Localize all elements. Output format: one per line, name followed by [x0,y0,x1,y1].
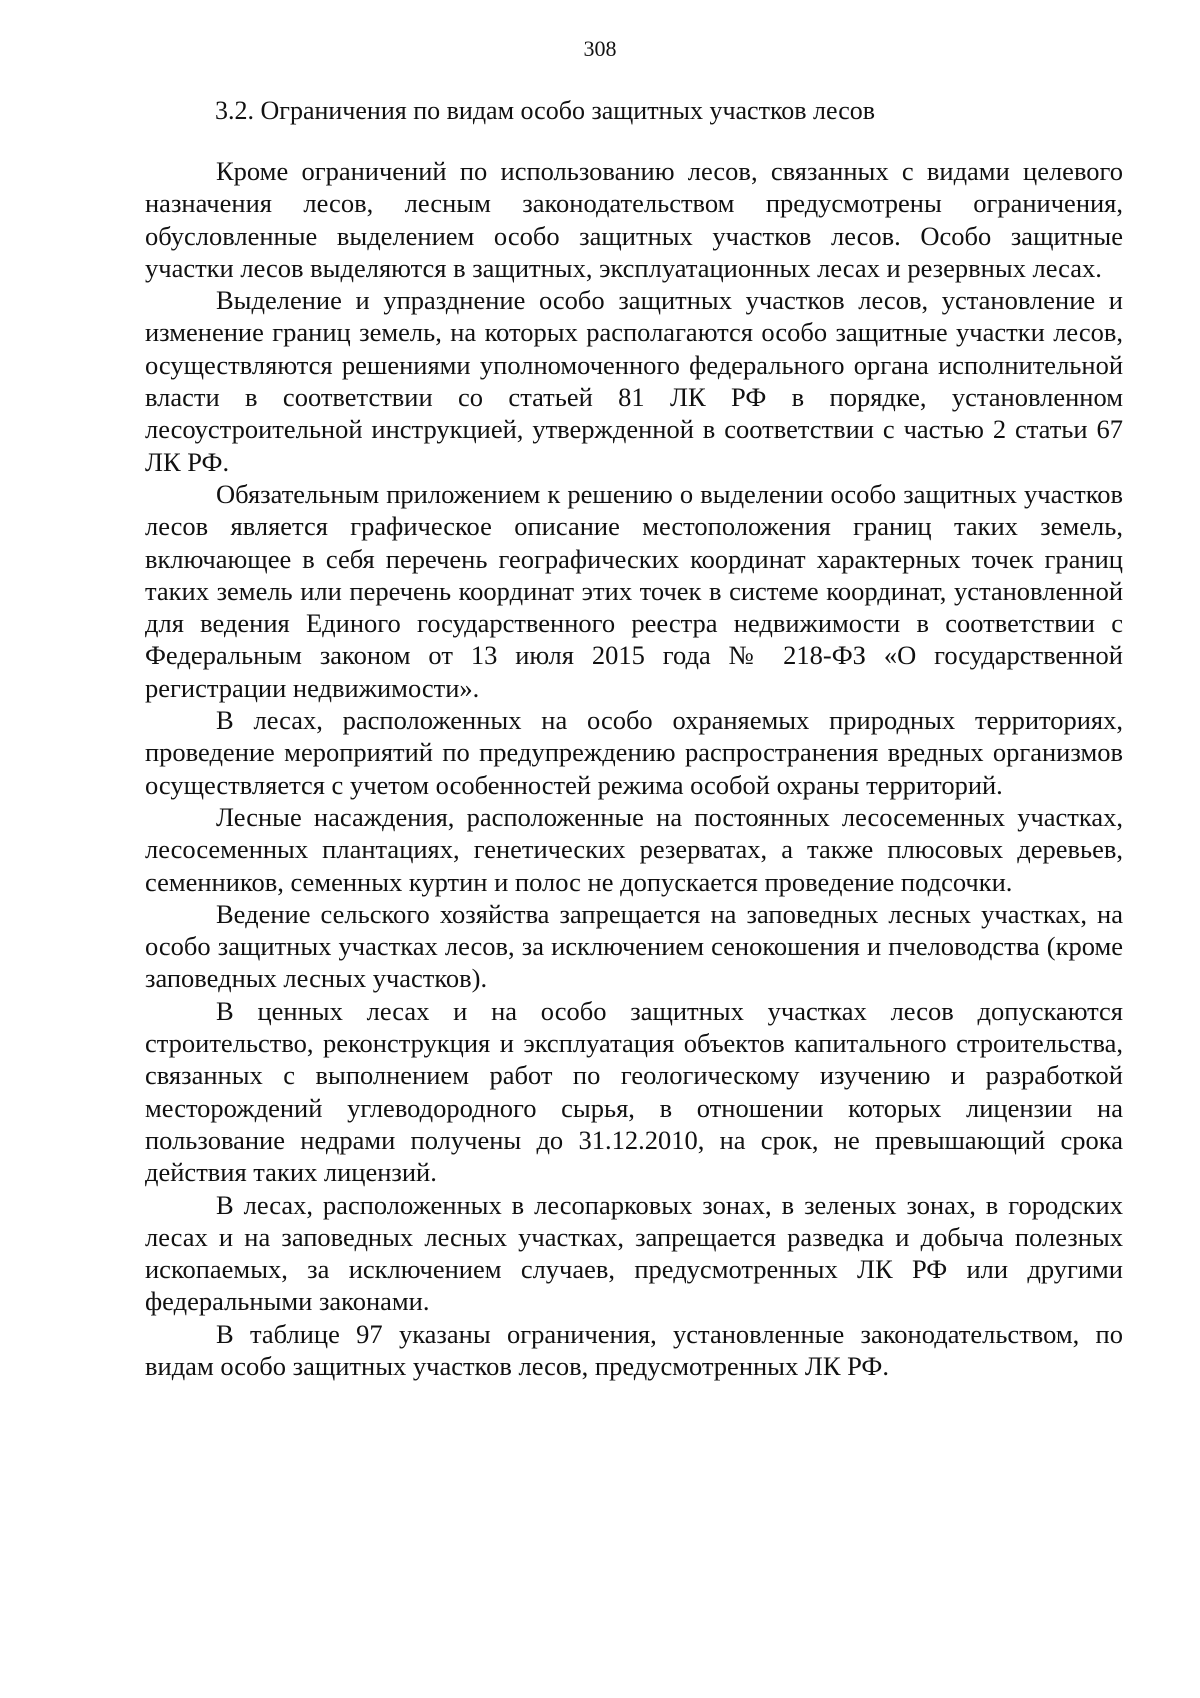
paragraph: В ценных лесах и на особо защитных участках лесов допускаются строительство, реконструкция и эксплуатация объектов капитального строительства, связанных с выполнением работ по геологическому изучению и разработкой месторождений углеводородного сырья, в отношении которых лицензии на пользование недрами получены до 31.12.2010, на срок, не превышающий срока действия таких лицензий. [145,995,1123,1188]
page-number: 308 [583,36,617,61]
paragraph: В таблице 97 указаны ограничения, установленные законодательством, по видам особо защитных участков лесов, предусмотренных ЛК РФ. [145,1318,1123,1381]
paragraph: В лесах, расположенных на особо охраняемых природных территориях, проведение мероприятий по предупреждению распространения вредных организмов осуществляется с учетом особенностей режима особой охраны территорий. [145,705,1123,800]
paragraph: В лесах, расположенных в лесопарковых зонах, в зеленых зонах, в городских лесах и на заповедных лесных участках, запрещается разведка и добыча полезных ископаемых, за исключением случаев, предусмотренных ЛК РФ или другими федеральными законами. [145,1189,1123,1317]
body-text [145,155,1123,1382]
section-heading: 3.2. Ограничения по видам особо защитных участков лесов [215,96,876,125]
paragraph: Кроме ограничений по использованию лесов, связанных с видами целевого назначения лесов, лесным законодательством предусмотрены ограничения, обусловленные выделением особо защитных участков лесов. Особо защитные участки лесов выделяются в защитных, эксплуатационных лесах и резервных лесах. [145,156,1123,283]
paragraph: Обязательным приложением к решению о выделении особо защитных участков лесов является графическое описание местоположения границ таких земель, включающее в себя перечень географических координат характерных точек границ таких земель или перечень координат этих точек в системе координат, установленной для ведения Единого государственного реестра недвижимости в соответствии с Федеральным законом от 13 июля 2015 года № 218-ФЗ «О государственной регистрации недвижимости». [145,478,1123,703]
paragraph: Лесные насаждения, расположенные на постоянных лесосеменных участках, лесосеменных плантациях, генетических резерватах, а также плюсовых деревьев, семенников, семенных куртин и полос не допускается проведение подсочки. [145,801,1123,897]
paragraph: Ведение сельского хозяйства запрещается на заповедных лесных участках, на особо защитных участках лесов, за исключением сенокошения и пчеловодства (кроме заповедных лесных участков). [145,898,1123,994]
paragraph: Выделение и упразднение особо защитных участков лесов, установление и изменение границ земель, на которых располагаются особо защитные участки лесов, осуществляются решениями уполномоченного федерального органа исполнительной власти в соответствии со статьей 81 ЛК РФ в порядке, установленном лесоустроительной инструкцией, утвержденной в соответствии с частью 2 статьи 67 ЛК РФ. [145,285,1123,477]
